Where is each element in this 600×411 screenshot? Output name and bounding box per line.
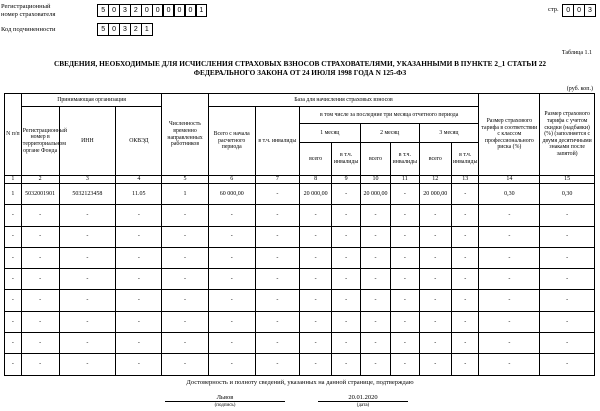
col-number: 11: [391, 176, 419, 184]
table-cell[interactable]: -: [479, 311, 540, 332]
sub-digit: 3: [119, 23, 131, 36]
table-row: [5, 184, 595, 205]
table-cell[interactable]: -: [391, 269, 419, 290]
reg-digit: 3: [119, 4, 131, 17]
table-label: Таблица 1.1: [561, 50, 592, 56]
table-cell[interactable]: -: [255, 226, 299, 247]
table-cell[interactable]: -: [360, 311, 390, 332]
sub-digit: 1: [141, 23, 153, 36]
table-cell[interactable]: -: [21, 311, 59, 332]
table-cell[interactable]: 5032123458: [59, 184, 116, 205]
table-cell[interactable]: -: [540, 333, 595, 354]
subordination-label: Код подчиненности: [1, 26, 56, 33]
table-cell[interactable]: -: [255, 269, 299, 290]
table-cell[interactable]: -: [21, 333, 59, 354]
table-cell[interactable]: -: [479, 333, 540, 354]
table-cell[interactable]: -: [452, 290, 479, 311]
document-title: СВЕДЕНИЯ, НЕОБХОДИМЫЕ ДЛЯ ИСЧИСЛЕНИЯ СТРАХОВЫХ ВЗНОСОВ СТРАХОВАТЕЛЯМИ, УКАЗАННЫМИ В ПУНКТЕ 2_1 СТАТЬИ 22 ФЕДЕРАЛЬНОГО ЗАКОНА ОТ 24 ИЮЛЯ 1998 ГОДА N 125-ФЗ: [53, 59, 547, 77]
confirmation-text: Достоверность и полноту сведений, указанных на данной странице, подтверждаю: [186, 379, 414, 386]
table-cell[interactable]: -: [162, 354, 208, 375]
col-number: 8: [299, 176, 332, 184]
table-cell[interactable]: -: [208, 226, 255, 247]
table-cell[interactable]: -: [21, 205, 59, 226]
reg-digit: 0: [163, 4, 175, 17]
table-row: [5, 226, 595, 247]
table-cell[interactable]: -: [116, 290, 162, 311]
col-base-header: База для начисления страховых взносов: [208, 94, 479, 107]
table-cell[interactable]: -: [116, 333, 162, 354]
table-cell[interactable]: 0,30: [540, 184, 595, 205]
table-cell[interactable]: -: [479, 354, 540, 375]
table-cell[interactable]: -: [419, 290, 452, 311]
table-cell[interactable]: -: [255, 333, 299, 354]
table-row: [5, 290, 595, 311]
col-rate-header: Размер страхового тарифа в соответствии с классом профессионального риска (%): [479, 94, 540, 176]
table-cell[interactable]: -: [5, 226, 22, 247]
col-number: 14: [479, 176, 540, 184]
page-digit: 0: [573, 4, 585, 17]
col-number: 10: [360, 176, 390, 184]
table-cell[interactable]: -: [59, 333, 116, 354]
col-number: 5: [162, 176, 208, 184]
table-cell[interactable]: -: [540, 269, 595, 290]
table-cell[interactable]: -: [452, 333, 479, 354]
table-cell[interactable]: -: [452, 269, 479, 290]
col-number: 2: [21, 176, 59, 184]
table-cell[interactable]: -: [59, 205, 116, 226]
table-cell[interactable]: -: [116, 311, 162, 332]
table-cell[interactable]: -: [5, 311, 22, 332]
table-cell[interactable]: -: [332, 269, 360, 290]
table-cell[interactable]: -: [419, 311, 452, 332]
col-number: 13: [452, 176, 479, 184]
table-cell[interactable]: -: [255, 311, 299, 332]
reg-digit: 0: [174, 4, 186, 17]
col-inn-header: ИНН: [59, 107, 116, 176]
table-cell[interactable]: -: [255, 247, 299, 268]
signature-field[interactable]: Львов: [165, 394, 285, 402]
table-cell[interactable]: -: [299, 290, 332, 311]
table-cell[interactable]: -: [59, 354, 116, 375]
table-cell[interactable]: -: [452, 226, 479, 247]
unit-label: (руб. коп.): [566, 86, 593, 92]
table-row: [5, 333, 595, 354]
table-cell[interactable]: -: [255, 290, 299, 311]
table-cell[interactable]: -: [162, 226, 208, 247]
table-cell[interactable]: -: [299, 205, 332, 226]
col-month3-header: 3 месяц: [419, 124, 479, 143]
col-number: 3: [59, 176, 116, 184]
column-numbers-row: [5, 176, 595, 184]
table-cell[interactable]: -: [391, 226, 419, 247]
signature-caption: (подпись): [214, 403, 236, 408]
insurance-table: [4, 93, 595, 376]
table-cell[interactable]: -: [208, 333, 255, 354]
table-cell[interactable]: -: [299, 333, 332, 354]
table-cell[interactable]: -: [479, 247, 540, 268]
table-cell[interactable]: -: [391, 311, 419, 332]
table-cell[interactable]: -: [391, 290, 419, 311]
reg-digit: 0: [108, 4, 120, 17]
table-cell[interactable]: -: [116, 226, 162, 247]
table-cell[interactable]: -: [419, 333, 452, 354]
col-m3-disabled-header: в т.ч. инвалиды: [452, 143, 479, 176]
col-m1-total-header: всего: [299, 143, 332, 176]
table-cell[interactable]: -: [5, 205, 22, 226]
col-last-three-header: в том числе за последние три месяца отчетного периода: [299, 107, 479, 124]
table-cell[interactable]: 1: [162, 184, 208, 205]
table-cell[interactable]: 0,30: [479, 184, 540, 205]
table-cell[interactable]: -: [332, 205, 360, 226]
table-cell[interactable]: -: [162, 247, 208, 268]
reg-digit: 2: [130, 4, 142, 17]
table-cell[interactable]: -: [116, 269, 162, 290]
table-cell[interactable]: -: [116, 205, 162, 226]
col-n-header: N п/п: [5, 94, 22, 176]
table-cell[interactable]: -: [419, 269, 452, 290]
table-cell[interactable]: -: [59, 290, 116, 311]
table-cell[interactable]: -: [360, 290, 390, 311]
col-receiving-org-header: Принимающая организация: [21, 94, 162, 107]
table-cell[interactable]: -: [59, 247, 116, 268]
table-cell[interactable]: -: [208, 247, 255, 268]
table-cell[interactable]: -: [419, 354, 452, 375]
table-cell[interactable]: -: [299, 311, 332, 332]
table-cell[interactable]: -: [452, 184, 479, 205]
table-cell[interactable]: -: [452, 205, 479, 226]
table-cell[interactable]: -: [332, 290, 360, 311]
table-cell[interactable]: -: [391, 184, 419, 205]
page-digit: 0: [562, 4, 574, 17]
table-cell[interactable]: 20 000,00: [299, 184, 332, 205]
table-row: [5, 354, 595, 375]
table-cell[interactable]: -: [299, 269, 332, 290]
table-row: [5, 247, 595, 268]
table-cell[interactable]: -: [391, 247, 419, 268]
table-cell[interactable]: -: [208, 269, 255, 290]
table-cell[interactable]: -: [299, 247, 332, 268]
table-cell[interactable]: -: [255, 354, 299, 375]
table-cell[interactable]: -: [540, 247, 595, 268]
col-m2-total-header: всего: [360, 143, 390, 176]
table-cell[interactable]: -: [332, 354, 360, 375]
table-cell[interactable]: -: [479, 269, 540, 290]
table-cell[interactable]: -: [162, 205, 208, 226]
table-cell[interactable]: -: [452, 247, 479, 268]
table-cell[interactable]: -: [5, 290, 22, 311]
page-number-cells[interactable]: [563, 4, 596, 17]
reg-number-label: Регистрационный номер страхователя: [1, 3, 56, 18]
table-cell[interactable]: -: [540, 290, 595, 311]
table-cell[interactable]: 5032001901: [21, 184, 59, 205]
table-cell[interactable]: -: [208, 205, 255, 226]
subordination-cells[interactable]: [98, 23, 153, 36]
table-cell[interactable]: -: [162, 269, 208, 290]
col-staff-header: Численность временно направленных работников: [162, 94, 208, 176]
table-cell[interactable]: 20 000,00: [360, 184, 390, 205]
table-cell[interactable]: 11.05: [116, 184, 162, 205]
table-body: [5, 184, 595, 376]
sub-digit: 5: [97, 23, 109, 36]
page-digit: 3: [584, 4, 596, 17]
table-cell[interactable]: -: [21, 269, 59, 290]
table-cell[interactable]: -: [116, 247, 162, 268]
table-cell[interactable]: -: [419, 226, 452, 247]
col-number: 6: [208, 176, 255, 184]
table-cell[interactable]: -: [162, 333, 208, 354]
col-m1-disabled-header: в т.ч. инвалиды: [332, 143, 360, 176]
table-cell[interactable]: -: [5, 354, 22, 375]
table-cell[interactable]: -: [21, 226, 59, 247]
table-cell[interactable]: -: [540, 354, 595, 375]
col-m2-disabled-header: в т.ч. инвалиды: [391, 143, 419, 176]
table-cell[interactable]: -: [360, 269, 390, 290]
page-label: стр.: [548, 6, 559, 13]
table-cell[interactable]: -: [540, 226, 595, 247]
table-cell[interactable]: -: [360, 247, 390, 268]
table-cell[interactable]: -: [59, 226, 116, 247]
table-row: [5, 311, 595, 332]
reg-digit: 0: [141, 4, 153, 17]
table-cell[interactable]: -: [208, 311, 255, 332]
sub-digit: 0: [108, 23, 120, 36]
col-total-start-header: Всего с начала расчетного периода: [208, 107, 255, 176]
col-reg-num-header: Регистрационный номер в территориальном органе Фонда: [21, 107, 59, 176]
table-cell[interactable]: -: [332, 184, 360, 205]
table-row: [5, 205, 595, 226]
col-number: 4: [116, 176, 162, 184]
table-cell[interactable]: -: [59, 269, 116, 290]
reg-digit: 5: [97, 4, 109, 17]
table-cell[interactable]: -: [391, 354, 419, 375]
table-cell[interactable]: -: [391, 205, 419, 226]
table-cell[interactable]: -: [540, 205, 595, 226]
col-number: 9: [332, 176, 360, 184]
reg-digit: 0: [152, 4, 164, 17]
reg-number-cells[interactable]: [98, 4, 207, 17]
table-cell[interactable]: 20 000,00: [419, 184, 452, 205]
table-cell[interactable]: -: [332, 333, 360, 354]
table-cell[interactable]: -: [5, 269, 22, 290]
table-cell[interactable]: -: [255, 205, 299, 226]
table-cell[interactable]: -: [5, 247, 22, 268]
table-cell[interactable]: -: [162, 290, 208, 311]
col-month1-header: 1 месяц: [299, 124, 360, 143]
table-cell[interactable]: -: [162, 311, 208, 332]
date-field[interactable]: 20.01.2020: [318, 394, 408, 402]
table-cell[interactable]: -: [452, 311, 479, 332]
table-cell[interactable]: -: [208, 290, 255, 311]
table-cell[interactable]: -: [21, 354, 59, 375]
table-cell[interactable]: -: [116, 354, 162, 375]
col-number: 12: [419, 176, 452, 184]
table-cell[interactable]: -: [59, 311, 116, 332]
table-cell[interactable]: -: [419, 205, 452, 226]
table-cell[interactable]: 1: [5, 184, 22, 205]
table-cell[interactable]: -: [360, 205, 390, 226]
table-cell[interactable]: -: [5, 333, 22, 354]
table-cell[interactable]: -: [299, 354, 332, 375]
table-cell[interactable]: -: [332, 311, 360, 332]
col-okved-header: ОКВЭД: [116, 107, 162, 176]
table-cell[interactable]: -: [540, 311, 595, 332]
table-cell[interactable]: -: [452, 354, 479, 375]
table-cell[interactable]: -: [360, 226, 390, 247]
table-cell[interactable]: -: [21, 290, 59, 311]
table-cell[interactable]: -: [479, 226, 540, 247]
table-cell[interactable]: -: [360, 354, 390, 375]
table-cell[interactable]: -: [208, 354, 255, 375]
table-cell[interactable]: -: [479, 205, 540, 226]
col-rate-disc-header: Размер страхового тарифа с учетом скидки (надбавки) (%) (заполняется с двумя десятичными знаками после запятой): [540, 94, 595, 176]
date-caption: (дата): [356, 403, 370, 408]
table-cell[interactable]: -: [419, 247, 452, 268]
table-cell[interactable]: -: [21, 247, 59, 268]
col-m3-total-header: всего: [419, 143, 452, 176]
table-cell[interactable]: -: [255, 184, 299, 205]
col-month2-header: 2 месяц: [360, 124, 419, 143]
table-cell[interactable]: -: [332, 226, 360, 247]
table-cell[interactable]: -: [332, 247, 360, 268]
table-cell[interactable]: -: [391, 333, 419, 354]
col-number: 1: [5, 176, 22, 184]
reg-digit: 1: [196, 4, 208, 17]
col-number: 7: [255, 176, 299, 184]
sub-digit: 2: [130, 23, 142, 36]
table-cell[interactable]: -: [299, 226, 332, 247]
table-row: [5, 269, 595, 290]
table-cell[interactable]: -: [360, 333, 390, 354]
table-cell[interactable]: -: [479, 290, 540, 311]
col-number: 15: [540, 176, 595, 184]
reg-digit: 0: [185, 4, 197, 17]
table-cell[interactable]: 60 000,00: [208, 184, 255, 205]
col-incl-disabled-header: в т.ч. инвалиды: [255, 107, 299, 176]
